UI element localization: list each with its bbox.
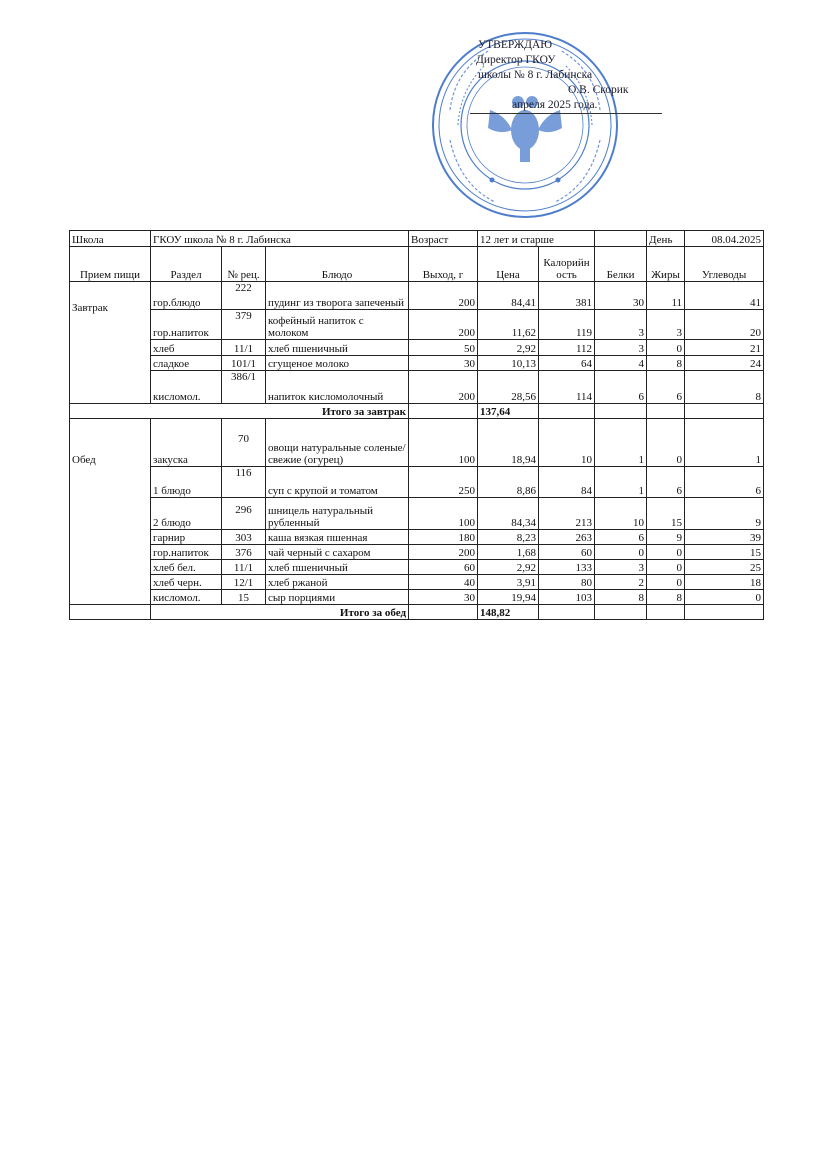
- approval-signer: О.В. Скорик: [568, 84, 629, 96]
- fat-cell: 0: [647, 340, 685, 356]
- kcal-cell: 64: [539, 356, 595, 371]
- price-cell: 18,94: [478, 419, 539, 467]
- protein-cell: 30: [595, 282, 647, 310]
- yield-cell: 60: [409, 560, 478, 575]
- dish-cell: овощи натуральные соленые/свежие (огурец): [266, 419, 409, 467]
- age-label: Возраст: [409, 231, 478, 247]
- dish-cell: сыр порциями: [266, 590, 409, 605]
- carbs-cell: 41: [685, 282, 764, 310]
- table-row: [70, 590, 764, 605]
- col-kcal: Калорийность: [539, 247, 595, 282]
- blank-cell: [409, 404, 478, 419]
- col-recipe: № рец.: [222, 247, 266, 282]
- price-cell: 2,92: [478, 560, 539, 575]
- protein-cell: 6: [595, 371, 647, 404]
- carbs-cell: 21: [685, 340, 764, 356]
- lunch-total-price: 148,82: [478, 605, 539, 620]
- carbs-cell: 9: [685, 498, 764, 530]
- section-cell: гарнир: [151, 530, 222, 545]
- recipe-cell: 11/1: [222, 560, 266, 575]
- kcal-cell: 263: [539, 530, 595, 545]
- dish-cell: суп с крупой и томатом: [266, 467, 409, 498]
- carbs-cell: 24: [685, 356, 764, 371]
- price-cell: 1,68: [478, 545, 539, 560]
- carbs-cell: 18: [685, 575, 764, 590]
- yield-cell: 200: [409, 310, 478, 340]
- protein-cell: 1: [595, 419, 647, 467]
- recipe-cell: 116: [222, 467, 266, 498]
- table-row: [70, 282, 764, 310]
- dish-cell: каша вязкая пшенная: [266, 530, 409, 545]
- protein-cell: 1: [595, 467, 647, 498]
- carbs-cell: 6: [685, 467, 764, 498]
- dish-cell: шницель натуральный рубленный: [266, 498, 409, 530]
- recipe-cell: 222: [222, 282, 266, 310]
- price-cell: 11,62: [478, 310, 539, 340]
- kcal-cell: 80: [539, 575, 595, 590]
- section-cell: кисломол.: [151, 371, 222, 404]
- price-cell: 84,34: [478, 498, 539, 530]
- dish-cell: хлеб ржаной: [266, 575, 409, 590]
- fat-cell: 15: [647, 498, 685, 530]
- protein-cell: 2: [595, 575, 647, 590]
- dish-cell: напиток кисломолочный: [266, 371, 409, 404]
- fat-cell: 8: [647, 356, 685, 371]
- yield-cell: 100: [409, 498, 478, 530]
- carbs-cell: 15: [685, 545, 764, 560]
- table-row: [70, 340, 764, 356]
- blank-cell: [685, 605, 764, 620]
- recipe-cell: 379: [222, 310, 266, 340]
- approval-block: [470, 38, 650, 114]
- kcal-cell: 10: [539, 419, 595, 467]
- kcal-cell: 133: [539, 560, 595, 575]
- school-label: Школа: [70, 231, 151, 247]
- col-fat: Жиры: [647, 247, 685, 282]
- yield-cell: 30: [409, 356, 478, 371]
- carbs-cell: 39: [685, 530, 764, 545]
- table-row: [70, 545, 764, 560]
- dish-cell: чай черный с сахаром: [266, 545, 409, 560]
- section-cell: хлеб черн.: [151, 575, 222, 590]
- kcal-cell: 103: [539, 590, 595, 605]
- school-value: ГКОУ школа № 8 г. Лабинска: [151, 231, 409, 247]
- carbs-cell: 8: [685, 371, 764, 404]
- table-row: [70, 419, 764, 467]
- section-cell: кисломол.: [151, 590, 222, 605]
- price-cell: 19,94: [478, 590, 539, 605]
- blank-cell: [647, 404, 685, 419]
- yield-cell: 200: [409, 545, 478, 560]
- dish-cell: пудинг из творога запеченый: [266, 282, 409, 310]
- carbs-cell: 1: [685, 419, 764, 467]
- dish-cell: кофейный напиток с молоком: [266, 310, 409, 340]
- carbs-cell: 25: [685, 560, 764, 575]
- kcal-cell: 114: [539, 371, 595, 404]
- fat-cell: 8: [647, 590, 685, 605]
- carbs-cell: 20: [685, 310, 764, 340]
- protein-cell: 3: [595, 340, 647, 356]
- col-meal: Прием пищи: [70, 247, 151, 282]
- kcal-cell: 84: [539, 467, 595, 498]
- yield-cell: 100: [409, 419, 478, 467]
- price-cell: 8,23: [478, 530, 539, 545]
- yield-cell: 200: [409, 282, 478, 310]
- blank-cell: [539, 605, 595, 620]
- section-cell: закуска: [151, 419, 222, 467]
- col-protein: Белки: [595, 247, 647, 282]
- fat-cell: 0: [647, 545, 685, 560]
- recipe-cell: 12/1: [222, 575, 266, 590]
- fat-cell: 9: [647, 530, 685, 545]
- blank-cell: [647, 605, 685, 620]
- kcal-cell: 60: [539, 545, 595, 560]
- table-row: [70, 371, 764, 404]
- fat-cell: 0: [647, 560, 685, 575]
- table-row: [70, 530, 764, 545]
- section-cell: хлеб бел.: [151, 560, 222, 575]
- protein-cell: 4: [595, 356, 647, 371]
- header-row: [70, 231, 764, 247]
- price-cell: 10,13: [478, 356, 539, 371]
- day-value: 08.04.2025: [685, 231, 764, 247]
- yield-cell: 30: [409, 590, 478, 605]
- protein-cell: 8: [595, 590, 647, 605]
- approval-school: школы № 8 г. Лабинска: [478, 69, 593, 81]
- dish-cell: сгущеное молоко: [266, 356, 409, 371]
- lunch-total-label: Итого за обед: [151, 605, 409, 620]
- section-cell: гор.напиток: [151, 310, 222, 340]
- recipe-cell: 101/1: [222, 356, 266, 371]
- section-cell: хлеб: [151, 340, 222, 356]
- col-price: Цена: [478, 247, 539, 282]
- blank-cell: [539, 404, 595, 419]
- col-yield: Выход, г: [409, 247, 478, 282]
- table-row: [70, 575, 764, 590]
- price-cell: 8,86: [478, 467, 539, 498]
- protein-cell: 3: [595, 310, 647, 340]
- section-cell: 1 блюдо: [151, 467, 222, 498]
- breakfast-total-row: [70, 404, 764, 419]
- yield-cell: 50: [409, 340, 478, 356]
- section-cell: сладкое: [151, 356, 222, 371]
- breakfast-total-price: 137,64: [478, 404, 539, 419]
- yield-cell: 200: [409, 371, 478, 404]
- blank-cell: [409, 605, 478, 620]
- section-cell: гор.блюдо: [151, 282, 222, 310]
- price-cell: 3,91: [478, 575, 539, 590]
- fat-cell: 11: [647, 282, 685, 310]
- approval-position: Директор ГКОУ: [476, 54, 556, 66]
- table-row: [70, 498, 764, 530]
- breakfast-total-label: Итого за завтрак: [70, 404, 409, 419]
- fat-cell: 6: [647, 467, 685, 498]
- kcal-cell: 119: [539, 310, 595, 340]
- table-row: [70, 467, 764, 498]
- fat-cell: 0: [647, 575, 685, 590]
- price-cell: 84,41: [478, 282, 539, 310]
- protein-cell: 10: [595, 498, 647, 530]
- recipe-cell: 376: [222, 545, 266, 560]
- kcal-cell: 381: [539, 282, 595, 310]
- column-headers: [70, 247, 764, 282]
- day-label: День: [647, 231, 685, 247]
- blank-cell: [595, 231, 647, 247]
- recipe-cell: 15: [222, 590, 266, 605]
- table-row: [70, 560, 764, 575]
- protein-cell: 6: [595, 530, 647, 545]
- lunch-total-row: [70, 605, 764, 620]
- recipe-cell: 11/1: [222, 340, 266, 356]
- fat-cell: 3: [647, 310, 685, 340]
- protein-cell: 3: [595, 560, 647, 575]
- col-section: Раздел: [151, 247, 222, 282]
- fat-cell: 0: [647, 419, 685, 467]
- recipe-cell: 386/1: [222, 371, 266, 404]
- meal-lunch: Обед: [70, 419, 151, 605]
- col-dish: Блюдо: [266, 247, 409, 282]
- section-cell: 2 блюдо: [151, 498, 222, 530]
- approval-title: УТВЕРЖДАЮ: [478, 39, 553, 51]
- dish-cell: хлеб пшеничный: [266, 340, 409, 356]
- price-cell: 2,92: [478, 340, 539, 356]
- blank-cell: [595, 404, 647, 419]
- age-value: 12 лет и старше: [478, 231, 595, 247]
- carbs-cell: 0: [685, 590, 764, 605]
- col-carbs: Углеводы: [685, 247, 764, 282]
- table-row: [70, 356, 764, 371]
- kcal-cell: 213: [539, 498, 595, 530]
- table-row: [70, 310, 764, 340]
- fat-cell: 6: [647, 371, 685, 404]
- yield-cell: 40: [409, 575, 478, 590]
- yield-cell: 180: [409, 530, 478, 545]
- meal-breakfast: Завтрак: [70, 282, 151, 404]
- recipe-cell: 70: [222, 419, 266, 467]
- protein-cell: 0: [595, 545, 647, 560]
- kcal-cell: 112: [539, 340, 595, 356]
- recipe-cell: 303: [222, 530, 266, 545]
- menu-table: [69, 230, 764, 620]
- yield-cell: 250: [409, 467, 478, 498]
- approval-date: апреля 2025 года.: [470, 98, 662, 114]
- section-cell: гор.напиток: [151, 545, 222, 560]
- blank-cell: [70, 605, 151, 620]
- dish-cell: хлеб пшеничный: [266, 560, 409, 575]
- price-cell: 28,56: [478, 371, 539, 404]
- blank-cell: [685, 404, 764, 419]
- blank-cell: [595, 605, 647, 620]
- recipe-cell: 296: [222, 498, 266, 530]
